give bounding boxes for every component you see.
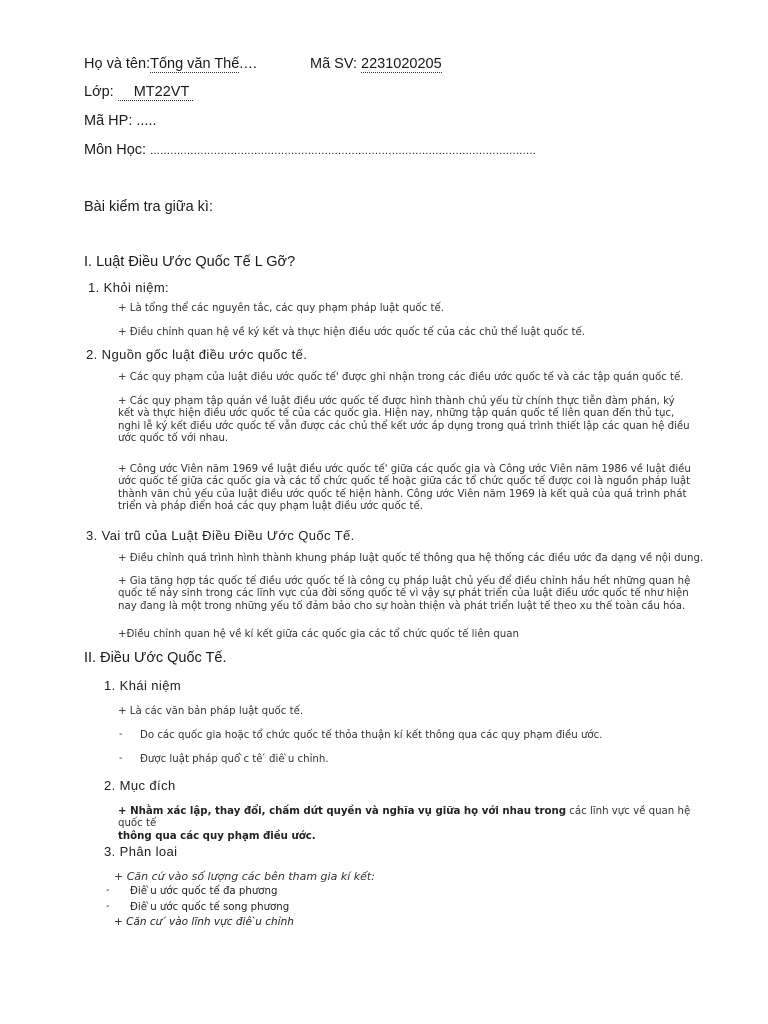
subject-line xyxy=(84,142,536,158)
student-id-line xyxy=(310,56,442,72)
paragraph: + Các quy phạm tập quán về luật điều ước quốc tế được hình thành chủ yếu từ chính thực tiễn đàm phán, ký kết và thực hiện điều ước quốc tế của các quốc gia. Hiện nay, những tập quán quốc tế liên quan đến thủ tục, nghi lễ ký kết điều ước quốc tế vẫn được các chủ thể kết ước áp dụng trong quá trình thiết lập các quan hệ điều ước quốc tố với nhau. xyxy=(118,396,690,445)
section-2-2-title: 2. Mục đích xyxy=(104,778,176,793)
paragraph: +Điều chỉnh quan hệ về kí kết giữa các quốc gia các tổ chức quốc tế liên quan xyxy=(118,629,519,640)
paragraph xyxy=(118,806,698,843)
paragraph: Điê ̀u ước quốc tế song phương xyxy=(130,902,290,913)
paragraph: + Điều chỉnh quan hệ về ký kết và thực hiện điều ước quốc tế của các chủ thể luật quốc tế. xyxy=(118,327,586,338)
course-code-label: Mã HP: xyxy=(84,113,133,129)
name-dots: .... xyxy=(239,56,258,72)
section-2-title: II. Điều Ước Quốc Tế. xyxy=(84,650,227,666)
paragraph: + Căn cứ vào số lượng các bên tham gia kí kết: xyxy=(114,870,375,883)
paragraph: Điê ̀u ước quốc tế đa phương xyxy=(130,886,278,897)
subject-label: Môn Học: xyxy=(84,142,147,158)
paragraph: Được luật pháp quố ̀c tê ́ điê ̀u chỉnh. xyxy=(140,754,329,765)
purpose-text-bold: + Nhằm xác lập, thay đổi, chấm dứt quyền và nghĩa vụ giữa họ với nhau trong xyxy=(118,806,567,817)
paragraph: + Gia tăng hợp tác quốc tế điều ước quốc tế là công cụ pháp luật chủ yếu để điều chỉnh hầu hết những quan hệ quốc tế nảy sinh trong các lĩnh vực của đời sống quốc tế vì vậy sự phát triển của luật điều ước quốc tế như hiện nay đang là một trong những yếu tố đảm bảo cho sự hoàn thiện và phát triển luật tế theo xu thế toàn cầu hóa. xyxy=(118,576,691,612)
section-2-3-title: 3. Phân loai xyxy=(104,844,178,859)
paragraph: + Là các văn bản pháp luật quốc tế. xyxy=(118,706,304,717)
name-label: Họ và tên: xyxy=(84,56,151,72)
paragraph: + Điều chỉnh quá trình hình thành khung pháp luật quốc tế thông qua hệ thống các điều ước đa dạng về nội dung. xyxy=(118,553,704,564)
student-id-value: 2231020205 xyxy=(361,56,442,72)
paragraph: + Các quy phạm của luật điều ước quốc tế' được ghi nhận trong các điều ước quốc tế và các tập quán quốc tế. xyxy=(118,372,684,383)
subject-value: ................................................................................................................... xyxy=(150,145,537,157)
exam-title: Bài kiểm tra giữa kì: xyxy=(84,199,213,215)
course-code-value: ..... xyxy=(136,113,157,129)
course-code-line xyxy=(84,113,157,129)
paragraph: + Căn cư ́ vào lĩnh vực điê ̀u chỉnh xyxy=(114,916,294,928)
section-1-title: I. Luật Điều Ước Quốc Tế L Gỡ? xyxy=(84,254,296,270)
class-label: Lớp: xyxy=(84,84,114,100)
paragraph: + Là tổng thể các nguyên tắc, các quy phạm pháp luật quốc tế. xyxy=(118,303,444,314)
section-1-2-title: 2. Nguồn gốc luật điều ước quốc tế. xyxy=(86,347,308,362)
class-value: MT22VT xyxy=(118,84,194,101)
name-line xyxy=(84,56,257,72)
section-1-3-title: 3. Vai trũ của Luật Điều Điều Ước Quốc Tế. xyxy=(86,528,355,543)
dash-bullet: - xyxy=(119,752,123,764)
purpose-text-bold-2: thông qua các quy phạm điều ước. xyxy=(118,830,316,842)
name-value: Tống văn Thế xyxy=(150,56,240,72)
class-line xyxy=(84,84,193,100)
section-1-1-title: 1. Khỏi niệm: xyxy=(88,280,170,295)
paragraph: + Công ước Viên năm 1969 về luật điều ước quốc tế' giữa các quốc gia và Công ước Viên năm 1986 về luật điều ước quốc tế giữa các quốc gia và các tổ chức quốc tế hoặc giữa các tổ chức quốc tế được coi là nguồn pháp luật thành văn chủ yếu của luật điều ước quốc tế hiện hành. Công ước Viên năm 1969 là kết quả của quá trình phát triển và pháp điển hoá các quy phạm luật điều ước quốc tế. xyxy=(118,464,691,513)
dash-bullet: - xyxy=(106,900,110,912)
student-id-label: Mã SV: xyxy=(310,56,358,72)
paragraph: Do các quốc gia hoặc tổ chức quốc tế thỏa thuận kí kết thông qua các quy phạm điều ước. xyxy=(140,730,603,741)
dash-bullet: - xyxy=(106,884,110,896)
purpose-text: các lĩnh vực về quan hệ quốc tế xyxy=(118,806,691,830)
section-2-1-title: 1. Khái niệm xyxy=(104,678,182,693)
dash-bullet: - xyxy=(119,728,123,740)
